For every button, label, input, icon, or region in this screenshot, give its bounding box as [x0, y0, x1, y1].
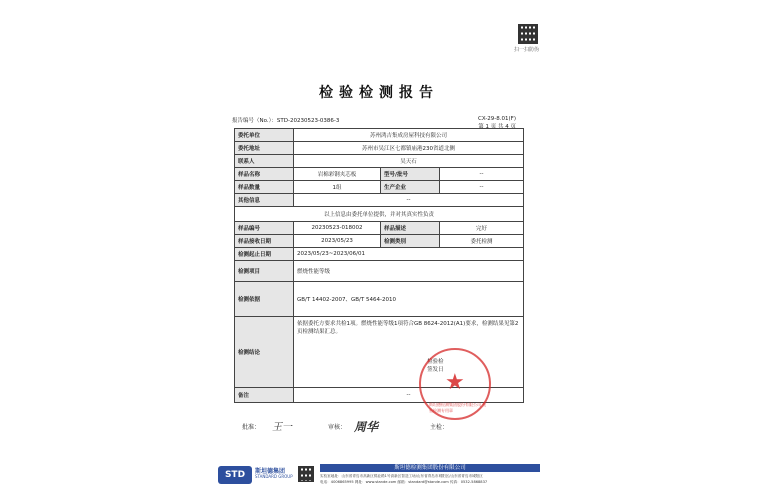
test-type-value: 委托检测	[440, 235, 524, 248]
page-info: 第 1 页 共 4 页	[478, 124, 516, 130]
conclusion-label: 检测结论	[235, 317, 294, 388]
star-icon: ★	[445, 370, 465, 395]
table-row	[235, 248, 524, 261]
other-label: 其他信息	[235, 194, 294, 207]
other-value: --	[294, 194, 524, 207]
seal-line1: 检验检	[427, 359, 444, 365]
table-row	[235, 194, 524, 207]
seal-line2: 签发日	[427, 367, 444, 373]
sample-no-label: 样品编号	[235, 222, 294, 235]
table-row	[235, 168, 524, 181]
approver-signature: 王一	[272, 422, 292, 433]
tester-label: 主检：	[430, 424, 449, 431]
sample-name-value: 岩棉彩钢夹芯板	[294, 168, 381, 181]
remark-value: --	[294, 388, 524, 403]
basis-value: GB/T 14402-2007、GB/T 5464-2010	[294, 282, 524, 317]
table-row	[235, 142, 524, 155]
page-title: 检验检测报告	[319, 85, 439, 101]
model-value: --	[440, 168, 524, 181]
footer	[214, 460, 544, 494]
footer-brand-en: STANDARD GROUP	[255, 474, 293, 479]
quantity-label: 样品数量	[235, 181, 294, 194]
quantity-value: 1组	[294, 181, 381, 194]
table-row	[235, 181, 524, 194]
model-label: 型号/批号	[381, 168, 440, 181]
table-row	[235, 261, 524, 282]
report-page	[214, 6, 544, 494]
qr-code-icon	[518, 24, 538, 44]
test-date-value: 2023/05/23~2023/06/01	[294, 248, 524, 261]
red-seal-stamp	[419, 348, 491, 420]
received-label: 样品接收日期	[235, 235, 294, 248]
client-label: 委托单位	[235, 129, 294, 142]
reviewer-signature: 周华	[354, 420, 379, 434]
contact-value: 吴天石	[294, 155, 524, 168]
sample-no-value: 20230523-018002	[294, 222, 381, 235]
scan-text: 扫一扫防伪	[514, 47, 540, 53]
footer-address: 实验室地址：山东省青岛市高新区锦业路1号高新区智造工场/山东省青岛市城阳区/山东省青岛市城阳区	[320, 474, 483, 478]
sample-desc-value: 完好	[440, 222, 524, 235]
basis-label: 检测依据	[235, 282, 294, 317]
test-date-label: 检测起止日期	[235, 248, 294, 261]
table-row	[235, 155, 524, 168]
footer-brand: 斯坦德集团	[255, 468, 286, 475]
footer-banner: 斯坦德检测集团股份有限公司	[320, 464, 540, 472]
address-label: 委托地址	[235, 142, 294, 155]
table-row	[235, 129, 524, 142]
item-value: 燃烧性能等级	[294, 261, 524, 282]
table-row	[235, 235, 524, 248]
footer-qr-code-icon	[298, 466, 314, 482]
info-note: 以上信息由委托单位提供，并对其真实性负责	[235, 207, 524, 222]
table-row	[235, 207, 524, 222]
table-row	[235, 222, 524, 235]
approver-label: 批准：	[242, 424, 261, 431]
remark-label: 备注	[235, 388, 294, 403]
item-label: 检测项目	[235, 261, 294, 282]
seal-text: 斯坦德检测集团股份有限公司 检验检测专用章	[429, 402, 487, 413]
report-number: 报告编号（No.）：STD-20230523-0386-3	[232, 118, 340, 124]
conclusion-value: 依据委托方要求共检1项。燃烧性能等级1项符合GB 8624-2012(A1)要求，检测结果见第2页检测结果汇总。	[297, 321, 519, 335]
std-logo: STD	[218, 466, 252, 484]
sample-name-label: 样品名称	[235, 168, 294, 181]
contact-label: 联系人	[235, 155, 294, 168]
manufacturer-label: 生产企业	[381, 181, 440, 194]
received-value: 2023/05/23	[294, 235, 381, 248]
footer-contact: 电话：4006865995 网址：www.stande.com 邮箱：standard@stande.com 传真：0532-5868837	[320, 480, 488, 484]
table-row	[235, 282, 524, 317]
sample-desc-label: 样品描述	[381, 222, 440, 235]
client-value: 苏州鸿吉集成房屋科技有限公司	[294, 129, 524, 142]
manufacturer-value: --	[440, 181, 524, 194]
test-type-label: 检测类别	[381, 235, 440, 248]
address-value: 苏州市吴江区七都镇庙港230省道北侧	[294, 142, 524, 155]
reviewer-label: 审核：	[328, 424, 347, 431]
form-code-text: CX-29-8.01(F)	[477, 116, 516, 122]
